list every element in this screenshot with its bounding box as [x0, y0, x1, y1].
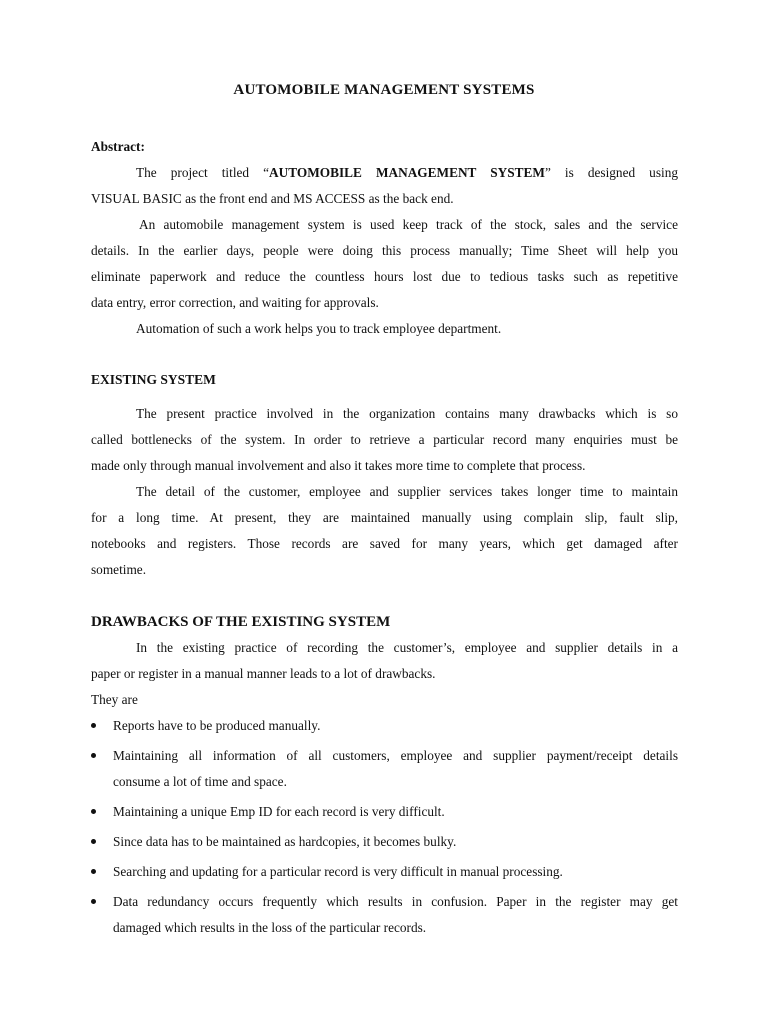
- list-item: Maintaining a unique Emp ID for each record is very difficult.: [91, 799, 678, 825]
- existing-paragraph-2-line-2: for a long time. At present, they are maintained manually using complain slip, fault slip,: [91, 510, 678, 525]
- abstract-heading: Abstract:: [91, 139, 145, 154]
- bullet-icon: [91, 723, 96, 728]
- bullet-icon: [91, 809, 96, 814]
- existing-paragraph-2-line-1: The detail of the customer, employee and supplier services takes longer time to maintain: [136, 484, 678, 499]
- abstract-paragraph-2-line-1: An automobile management system is used keep track of the stock, sales and the service: [139, 217, 678, 232]
- drawbacks-list: [91, 713, 678, 941]
- existing-system-section: [91, 367, 678, 393]
- bullet-icon: [91, 839, 96, 844]
- existing-system-heading: EXISTING SYSTEM: [91, 372, 216, 387]
- abstract-paragraph-2-line-3: eliminate paperwork and reduce the countless hours lost due to tedious tasks such as repetitive: [91, 269, 678, 284]
- drawbacks-heading: DRAWBACKS OF THE EXISTING SYSTEM: [91, 614, 391, 630]
- abstract-paragraph-2-line-2: details. In the earlier days, people were doing this process manually; Time Sheet will help you: [91, 243, 678, 258]
- list-item: Maintaining all information of all customers, employee and supplier payment/receipt details consume a lot of time and space.: [91, 743, 678, 795]
- existing-system-body: [91, 401, 678, 583]
- list-item: Reports have to be produced manually.: [91, 713, 678, 739]
- list-item: Searching and updating for a particular record is very difficult in manual processing.: [91, 859, 678, 885]
- bullet-icon: [91, 753, 96, 758]
- bullet-icon: [91, 899, 96, 904]
- existing-paragraph-1-line-3: made only through manual involvement and also it takes more time to complete that process.: [91, 458, 586, 473]
- they-are-label: They are: [91, 692, 138, 707]
- abstract-paragraph-1-line-2: VISUAL BASIC as the front end and MS ACCESS as the back end.: [91, 191, 454, 206]
- abstract-paragraph-3-line-1: Automation of such a work helps you to track employee department.: [136, 321, 502, 336]
- drawbacks-section: [91, 609, 678, 941]
- existing-paragraph-1-line-2: called bottlenecks of the system. In order to retrieve a particular record many enquiries must be: [91, 432, 678, 447]
- existing-paragraph-2-line-3: notebooks and registers. Those records are saved for many years, which get damaged after: [91, 536, 678, 551]
- bullet-icon: [91, 869, 96, 874]
- drawbacks-paragraph-line-2: paper or register in a manual manner leads to a lot of drawbacks.: [91, 666, 436, 681]
- abstract-paragraph-2-line-4: data entry, error correction, and waiting for approvals.: [91, 295, 379, 310]
- list-item: Since data has to be maintained as hardcopies, it becomes bulky.: [91, 829, 678, 855]
- abstract-section: [91, 134, 678, 342]
- existing-paragraph-1-line-1: The present practice involved in the organization contains many drawbacks which is so: [136, 406, 678, 421]
- abstract-paragraph-1-line-1: The project titled “AUTOMOBILE MANAGEMENT SYSTEM” is designed using: [136, 165, 678, 180]
- existing-paragraph-2-line-4: sometime.: [91, 562, 147, 577]
- document-title: AUTOMOBILE MANAGEMENT SYSTEMS: [233, 82, 535, 98]
- drawbacks-paragraph-line-1: In the existing practice of recording the customer’s, employee and supplier details in a: [136, 640, 678, 655]
- list-item: Data redundancy occurs frequently which results in confusion. Paper in the register may get damaged which results in the loss of the particular records.: [91, 889, 678, 941]
- project-name: AUTOMOBILE MANAGEMENT SYSTEM: [269, 165, 545, 180]
